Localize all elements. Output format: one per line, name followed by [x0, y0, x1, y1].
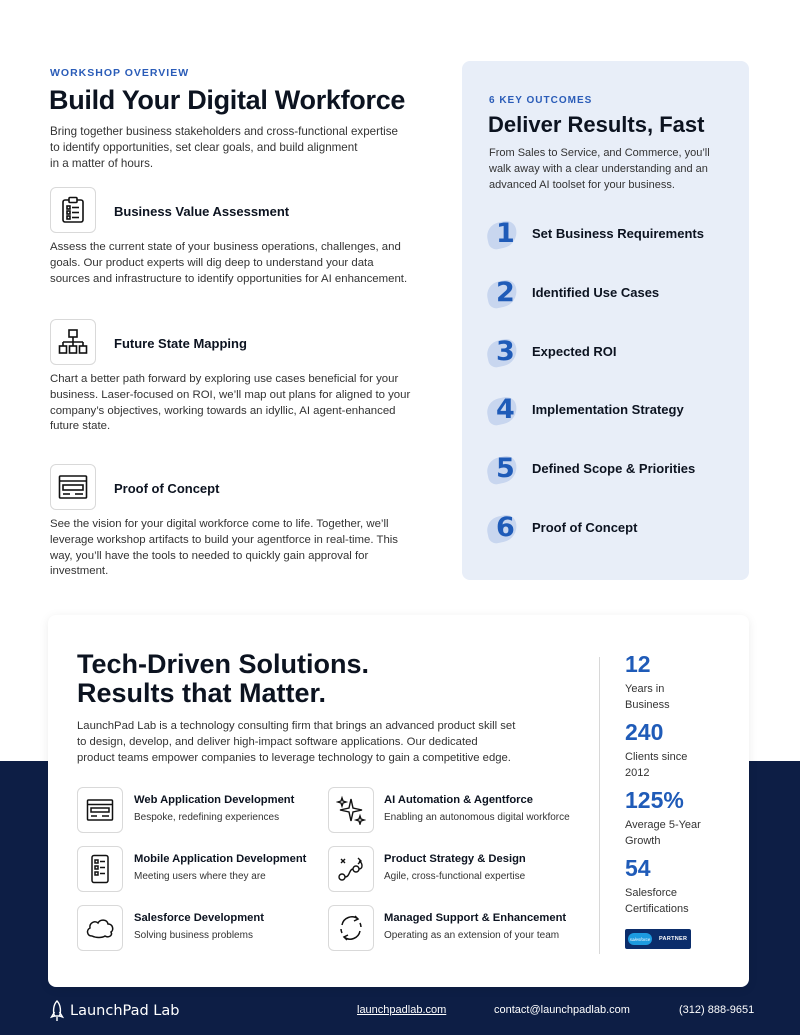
- outcome-label: Expected ROI: [532, 344, 617, 359]
- solutions-intro: [77, 718, 547, 766]
- stat-label-line: Salesforce: [625, 887, 677, 899]
- capability-title: Managed Support & Enhancement: [384, 912, 567, 924]
- service-line: See the vision for your digital workforce come to life. Together, we’ll: [50, 518, 389, 530]
- outcome-label: Set Business Requirements: [532, 226, 704, 241]
- solutions-intro-line: LaunchPad Lab is a technology consulting firm that brings an advanced product skill set: [77, 720, 516, 732]
- outcome-label: Identified Use Cases: [532, 285, 660, 300]
- solutions-title-line: Results that Matter.: [77, 678, 327, 708]
- service-line: future state.: [50, 420, 111, 433]
- page-title: Build Your Digital Workforce: [49, 85, 406, 115]
- outcome-number: 4: [487, 394, 523, 430]
- capability-description: Solving business problems: [134, 930, 253, 941]
- capability-description: Bespoke, redefining experiences: [134, 812, 280, 823]
- cycle-arrows-icon: [328, 905, 374, 951]
- service-description: [50, 372, 422, 435]
- stat-label: [625, 817, 735, 849]
- overview-intro: [50, 124, 420, 172]
- capability-title: AI Automation & Agentforce: [384, 794, 533, 806]
- stat-label: [625, 749, 735, 781]
- outcome-number: 3: [487, 336, 523, 372]
- org-chart-icon: [50, 319, 96, 365]
- outcomes-intro: [489, 146, 734, 193]
- stats-divider: [599, 657, 600, 954]
- capability-title: Salesforce Development: [134, 912, 264, 924]
- service-title: Business Value Assessment: [114, 204, 290, 219]
- capability-title: Product Strategy & Design: [384, 853, 526, 865]
- stat-label: [625, 681, 735, 713]
- stat-value: 240: [625, 719, 664, 745]
- capability-description: Operating as an extension of your team: [384, 930, 560, 941]
- service-line: Chart a better path forward by exploring use cases beneficial for your: [50, 373, 399, 385]
- outcome-label: Implementation Strategy: [532, 402, 684, 417]
- sparkles-icon: [328, 787, 374, 833]
- solutions-intro-line: to design, develop, and deliver high-impact software applications. Our dedicated: [77, 736, 478, 748]
- website-link[interactable]: launchpadlab.com: [357, 1004, 447, 1016]
- email-link[interactable]: contact@launchpadlab.com: [494, 1004, 630, 1016]
- rocket-icon: [50, 1000, 64, 1022]
- stat-label-line: Clients since: [625, 751, 688, 763]
- outcome-label: Proof of Concept: [532, 520, 638, 535]
- solutions-intro-line: product teams empower companies to leverage technology to gain a competitive edge.: [77, 752, 511, 764]
- service-description: [50, 517, 422, 580]
- stat-label-line: Certifications: [625, 903, 689, 915]
- web-window-icon: [77, 787, 123, 833]
- capability-description: Meeting users where they are: [134, 871, 266, 882]
- strategy-path-icon: [328, 846, 374, 892]
- outcome-number: 1: [487, 218, 523, 254]
- partner-label: PARTNER: [659, 936, 688, 942]
- outcome-number: 5: [487, 453, 523, 489]
- solutions-title: [77, 650, 369, 708]
- service-line: goals. Our product experts will dig deep to understand your data: [50, 256, 374, 269]
- stat-label-line: 2012: [625, 767, 650, 779]
- capability-title: Mobile Application Development: [134, 853, 307, 865]
- stat-label: [625, 885, 735, 917]
- cloud-icon: [77, 905, 123, 951]
- solutions-title-line: Tech-Driven Solutions.: [77, 649, 370, 679]
- service-line: investment.: [50, 565, 109, 578]
- stat-label-line: Years in: [625, 683, 665, 695]
- stat-value: 12: [625, 651, 651, 677]
- mobile-phone-icon: [77, 846, 123, 892]
- outcomes-card: [462, 61, 749, 580]
- launchpad-logo[interactable]: [50, 1000, 179, 1022]
- capability-description: Enabling an autonomous digital workforce: [384, 812, 570, 823]
- intro-line: to identify opportunities, set clear goals, and build alignment: [50, 141, 358, 154]
- capability-description: Agile, cross-functional expertise: [384, 871, 526, 882]
- service-title: Proof of Concept: [114, 481, 220, 496]
- service-line: way, you’ll have the tools to needed to quickly gain approval for: [50, 549, 369, 562]
- service-line: leverage workshop artifacts to build your agentforce in real-time. This: [50, 533, 399, 546]
- service-line: company’s objectives, working towards an idyllic, AI agent-enhanced: [50, 404, 396, 417]
- service-line: business. Laser-focused on ROI, we’ll map out plans for aligned to your: [50, 388, 411, 401]
- outcomes-kicker: 6 KEY OUTCOMES: [489, 95, 593, 106]
- intro-line: Bring together business stakeholders and cross-functional expertise: [50, 125, 399, 138]
- outcome-label: Defined Scope & Priorities: [532, 461, 696, 476]
- stat-value: 125%: [625, 787, 684, 813]
- stat-label-line: Average 5-Year: [625, 819, 701, 831]
- outcomes-intro-line: walk away with a clear understanding and an: [489, 162, 708, 175]
- stat-value: 54: [625, 855, 651, 881]
- service-line: Assess the current state of your business operations, challenges, and: [50, 241, 401, 253]
- intro-line: in a matter of hours.: [50, 157, 154, 170]
- clipboard-checklist-icon: [50, 187, 96, 233]
- outcomes-title: Deliver Results, Fast: [488, 112, 705, 137]
- salesforce-partner-badge: [625, 929, 691, 949]
- service-description: [50, 240, 422, 287]
- service-line: sources and infrastructure to identify opportunities for AI enhancement.: [50, 272, 408, 285]
- workshop-kicker: WORKSHOP OVERVIEW: [50, 67, 190, 79]
- stat-label-line: Business: [625, 699, 670, 711]
- outcome-number: 6: [487, 512, 523, 548]
- phone-number[interactable]: (312) 888-9651: [679, 1004, 755, 1016]
- salesforce-logo: salesforce: [628, 933, 652, 945]
- service-title: Future State Mapping: [114, 336, 247, 351]
- stat-label-line: Growth: [625, 835, 661, 847]
- brand-name: LaunchPad Lab: [70, 1003, 180, 1019]
- outcome-number: 2: [487, 277, 523, 313]
- outcomes-intro-line: From Sales to Service, and Commerce, you’ll: [489, 147, 710, 159]
- browser-window-icon: [50, 464, 96, 510]
- outcomes-intro-line: advanced AI toolset for your business.: [489, 178, 675, 191]
- capability-title: Web Application Development: [134, 794, 295, 806]
